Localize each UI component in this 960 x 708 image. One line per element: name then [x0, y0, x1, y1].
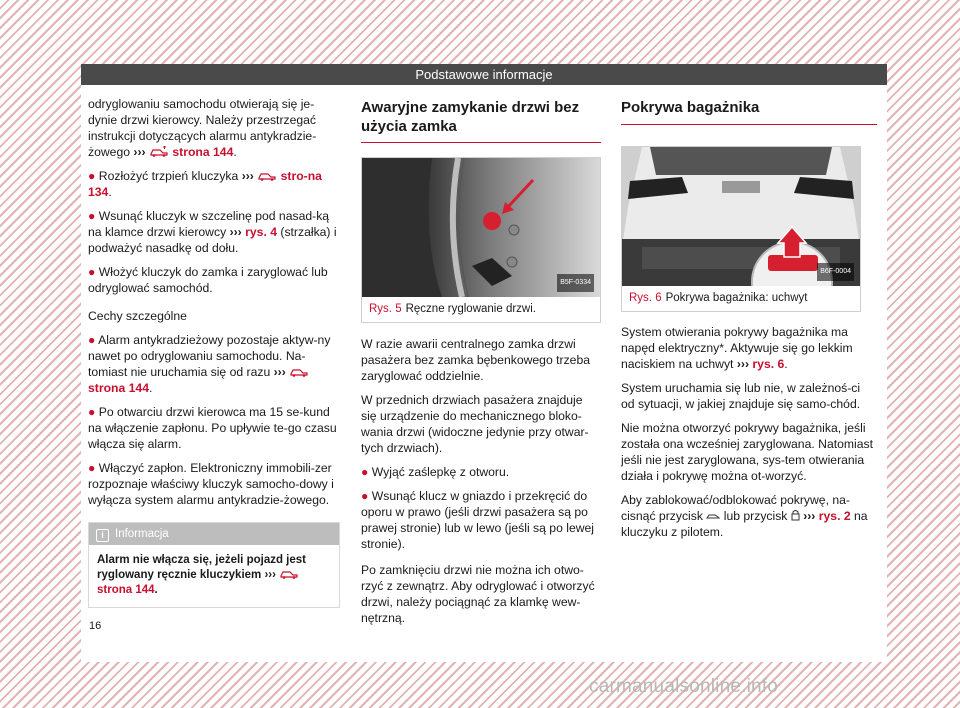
- figure-label: Rys. 6: [629, 292, 662, 304]
- paragraph-intro: odryglowaniu samochodu otwierają się je-dynie drzwi kierowcy. Należy przestrzegać instrukcji dotyczących alarmu antykradzie-żowego ››› strona 144.: [88, 97, 317, 159]
- figure-6: [621, 146, 861, 312]
- subheading: Cechy szczególne: [88, 309, 187, 323]
- figure-caption: Rys. 5 Ręczne ryglowanie drzwi.: [369, 303, 536, 315]
- figure-5: [361, 157, 601, 323]
- column-right: [621, 96, 877, 548]
- link-rys-2[interactable]: rys. 2: [818, 509, 851, 523]
- column-left: [88, 96, 341, 608]
- warning-car-icon: [257, 170, 277, 181]
- padlock-icon: [791, 509, 800, 521]
- list-item: ● Wsunąć kluczyk w szczelinę pod nasad-ką na klamce drzwi kierowcy ››› rys. 4 (strzałka) i podważyć nasadkę od dołu.: [88, 209, 337, 255]
- page-header: Podstawowe informacje: [81, 64, 887, 85]
- tailgate-image: [622, 147, 860, 286]
- page-number: 16: [89, 620, 102, 632]
- info-box: [88, 522, 340, 608]
- figure-caption: Rys. 6 Pokrywa bagażnika: uchwyt: [629, 292, 808, 304]
- bullet-icon: ●: [361, 465, 369, 479]
- link-rys-6[interactable]: rys. 6: [752, 357, 785, 371]
- image-code: B6F-0004: [817, 263, 854, 281]
- info-icon: i: [96, 529, 109, 542]
- list-item: ● Włączyć zapłon. Elektroniczny immobili-zer rozpoznaje właściwy kluczyk samocho-dowy i wyłącza system alarmu antykradzie-żowego.: [88, 461, 334, 507]
- figure-label: Rys. 5: [369, 303, 402, 315]
- watermark-text: carmanualsonline.info: [589, 676, 779, 697]
- info-box-text: Alarm nie włącza się, jeżeli pojazd jest ryglowany ręcznie kluczykiem ››› strona 144.: [97, 554, 306, 596]
- link-strona-144[interactable]: strona 144: [88, 381, 149, 395]
- paragraph: W razie awarii centralnego zamka drzwi pasażera bez zamka bębenkowego trzeba zaryglować oddzielnie.: [361, 337, 590, 383]
- door-lock-image: [362, 158, 600, 297]
- bullet-icon: ●: [88, 169, 96, 183]
- column-middle: [361, 96, 601, 634]
- bullet-icon: ●: [88, 209, 96, 223]
- list-item: ● Wsunąć klucz w gniazdo i przekręcić do oporu w prawo (jeśli drzwi pasażera są po prawej stronie) lub w lewo (jeśli są po lewej stronie).: [361, 489, 595, 551]
- link-strona-144[interactable]: strona 144: [97, 584, 155, 596]
- info-box-header: [89, 523, 339, 545]
- warning-car-icon: [279, 568, 299, 579]
- paragraph: System uruchamia się lub nie, w zależnoś-ci od sytuacji, w jakiej znajduje się samo-chód.: [621, 381, 861, 411]
- bullet-icon: ●: [88, 265, 96, 279]
- warning-car-icon: [289, 366, 309, 377]
- bullet-icon: ●: [361, 489, 369, 503]
- bullet-icon: ●: [88, 333, 96, 347]
- section-title: Pokrywa bagażnika: [621, 98, 877, 125]
- list-item: ● Alarm antykradzieżowy pozostaje aktyw-ny nawet po odryglowaniu samochodu. Na-tomiast nie uruchamia się od razu ››› strona 144.: [88, 333, 331, 395]
- warning-car-icon: [149, 146, 169, 157]
- list-item: ● Rozłożyć trzpień kluczyka ››› stro-na 134.: [88, 169, 322, 199]
- paragraph: System otwierania pokrywy bagażnika ma napęd elektryczny*. Aktywuje się go lekkim naciskiem na uchwyt ››› rys. 6.: [621, 325, 853, 371]
- list-item: ● Włożyć kluczyk do zamka i zaryglować lub odryglować samochód.: [88, 265, 328, 295]
- image-code: B5F-0334: [557, 274, 594, 292]
- link-strona-134[interactable]: stro-na 134: [88, 169, 322, 199]
- paragraph: Po zamknięciu drzwi nie można ich otwo-rzyć z zewnątrz. Aby odryglować i otworzyć drzwi, należy pociągnąć za klamkę wew-nętrzną.: [361, 563, 595, 625]
- paragraph: Nie można otworzyć pokrywy bagażnika, jeśli została ona wcześniej zaryglowana. Natomiast jeśli nie jest zaryglowana, sys-tem otwierania działa i pokrywę można ot-worzyć.: [621, 421, 873, 483]
- info-box-label: Informacja: [115, 528, 169, 540]
- car-key-button-icon: [706, 512, 720, 520]
- paragraph: Aby zablokować/odblokować pokrywę, na-cisnąć przycisk lub przycisk ››› rys. 2 na kluczyku z pilotem.: [621, 493, 868, 539]
- link-strona-144[interactable]: strona 144: [172, 145, 234, 159]
- section-title: Awaryjne zamykanie drzwi bez użycia zamka: [361, 98, 601, 143]
- list-item: ● Wyjąć zaślepkę z otworu.: [361, 465, 510, 479]
- paragraph: W przednich drzwiach pasażera znajduje się urządzenie do mechanicznego bloko-wania drzwi (widoczne jedynie przy otwar-tych drzwiach).: [361, 393, 589, 455]
- bullet-icon: ●: [88, 405, 96, 419]
- link-rys-4[interactable]: rys. 4: [245, 225, 277, 239]
- manual-page: [81, 64, 887, 662]
- list-item: ● Po otwarciu drzwi kierowca ma 15 se-kund na włączenie zapłonu. Po upływie te-go czasu włącza się alarm.: [88, 405, 337, 451]
- bullet-icon: ●: [88, 461, 96, 475]
